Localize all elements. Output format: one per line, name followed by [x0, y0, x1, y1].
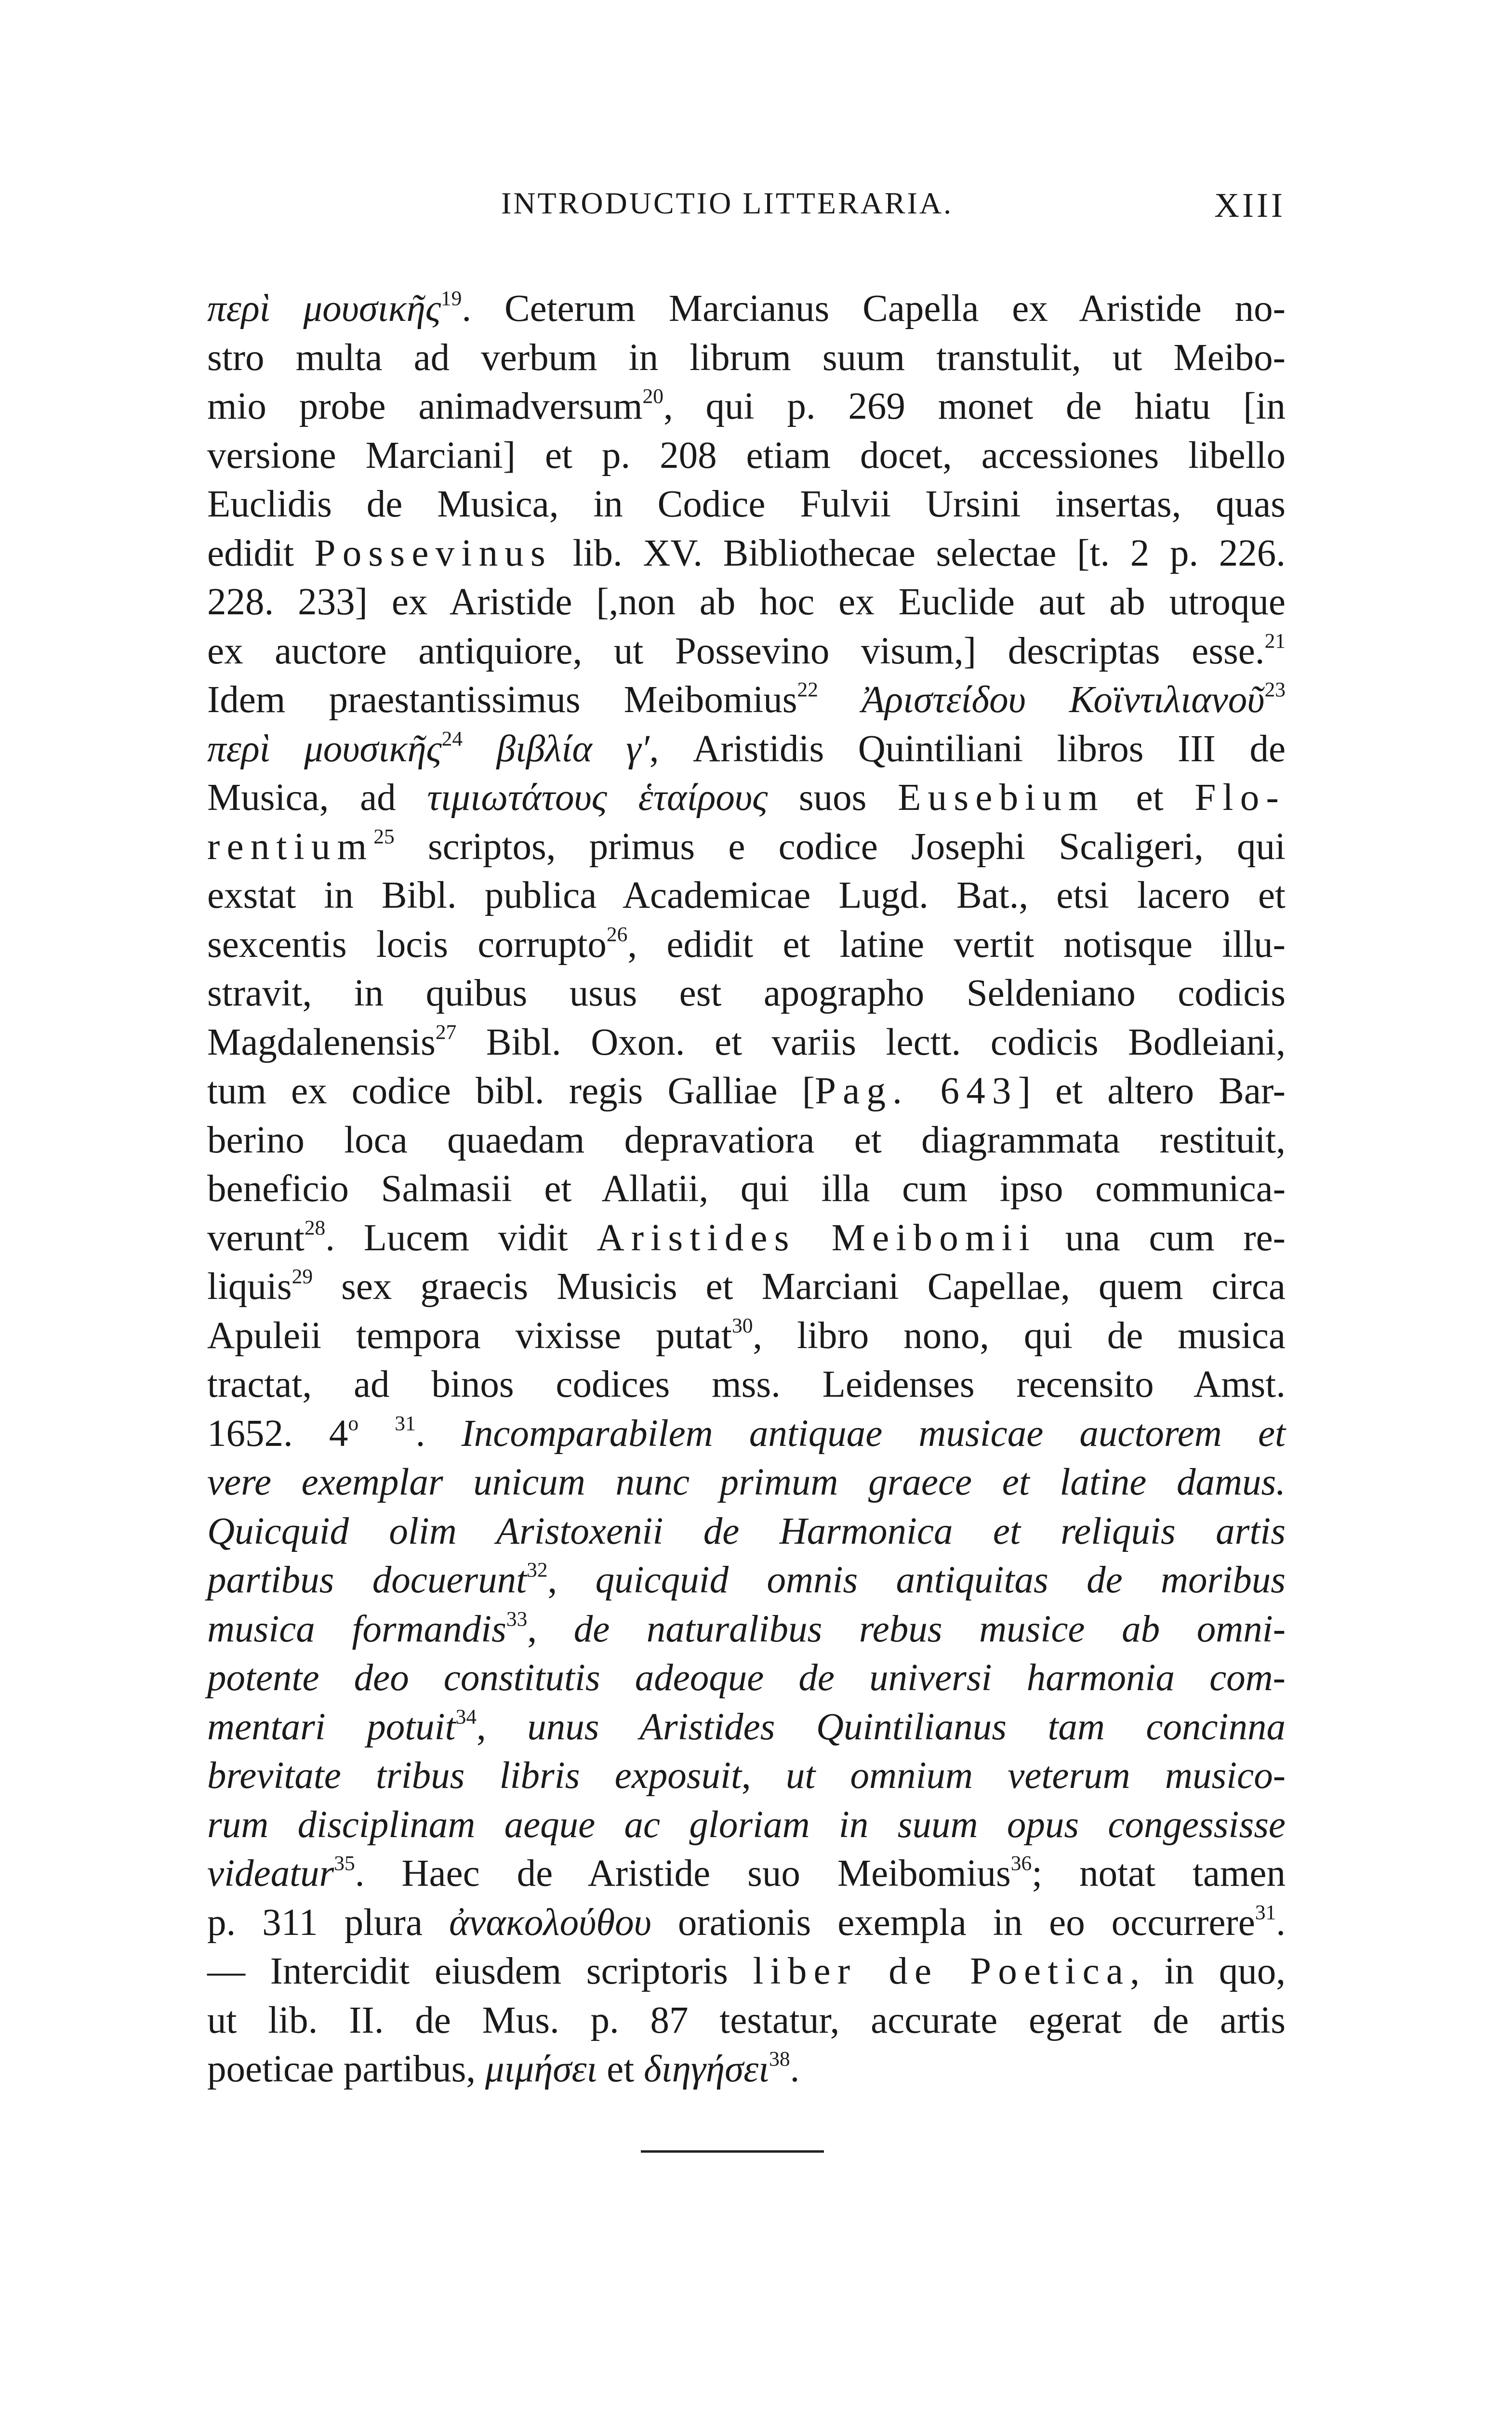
greek-text: περὶ μουσικῆς — [207, 728, 442, 770]
text-segment: . — [790, 2048, 800, 2090]
text-segment: lib. XV. Bibliothecae selectae [t. 2 p. 226. — [552, 532, 1286, 574]
text-segment: , qui p. 269 monet de hiatu [in — [663, 385, 1286, 427]
text-segment: — Intercidit eiusdem scriptoris — [207, 1950, 753, 1992]
text-line — [207, 1018, 1286, 1067]
text-segment: ; notat tamen — [1032, 1853, 1286, 1894]
text-line — [207, 578, 1286, 627]
text-segment: Quicquid olim Aristoxenii de Harmonica et reliquis artis — [207, 1510, 1286, 1552]
footnote-marker: 32 — [527, 1558, 548, 1582]
text-line — [207, 1214, 1286, 1263]
text-line — [207, 871, 1286, 920]
text-segment: suos — [768, 777, 898, 819]
text-segment: de naturalibus rebus musice ab omni- — [573, 1608, 1286, 1650]
text-line — [207, 1165, 1286, 1214]
text-segment: p. 311 plura — [207, 1901, 449, 1944]
text-segment: . Lucem vidit — [325, 1217, 597, 1259]
text-line — [207, 920, 1286, 969]
text-segment: , libro nono, qui de musica — [753, 1314, 1286, 1357]
text-line — [207, 1751, 1286, 1800]
text-segment: ex auctore antiquiore, ut Possevino visum,] descriptas esse. — [207, 630, 1265, 672]
text-segment: , — [547, 1559, 596, 1601]
text-line — [207, 1996, 1286, 2045]
text-segment: potente deo constitutis adeoque de universi harmonia com- — [207, 1657, 1286, 1699]
text-segment: videatur — [207, 1853, 334, 1894]
footnote-marker: 27 — [435, 1020, 457, 1044]
text-segment: edidit — [207, 532, 315, 574]
text-segment: ut lib. II. de Mus. p. 87 testatur, accurate egerat de artis — [207, 1999, 1286, 2041]
text-segment: , — [741, 1755, 786, 1797]
footnote-separator-rule — [641, 2150, 824, 2153]
text-segment: beneficio Salmasii et Allatii, qui illa cum ipso communica- — [207, 1168, 1286, 1210]
text-segment: exstat in Bibl. publica Academicae Lugd. Bat., etsi lacero et — [207, 874, 1286, 916]
text-segment: , Aristidis Quintiliani libros III de — [649, 728, 1286, 770]
text-segment: rum disciplinam aeque ac gloriam in suum opus congessisse — [207, 1803, 1286, 1846]
text-line — [207, 431, 1286, 480]
text-segment: ] et altero Bar- — [1018, 1070, 1286, 1112]
text-line — [207, 1800, 1286, 1850]
text-segment: Bibl. Oxon. et variis lectt. codicis Bodleiani, — [456, 1021, 1286, 1063]
text-line — [207, 1605, 1286, 1654]
text-segment: mio probe animadversum — [207, 385, 643, 427]
footnote-marker: 20 — [642, 384, 663, 408]
text-line — [207, 1262, 1286, 1311]
text-line — [207, 284, 1286, 333]
text-segment: liquis — [207, 1266, 292, 1308]
text-segment: unus Aristides Quintilianus tam concinna — [527, 1706, 1286, 1748]
text-segment: partibus docuerunt — [207, 1559, 527, 1601]
greek-text: βιβλία γ′ — [496, 728, 650, 770]
text-line — [207, 1458, 1286, 1507]
text-line — [207, 2045, 1286, 2094]
text-segment: . Ceterum Marcianus Capella ex Aristide no- — [462, 288, 1286, 330]
footnote-marker: 34 — [455, 1705, 477, 1728]
text-segment: una cum re- — [1036, 1217, 1286, 1259]
footnote-marker: 25 — [373, 824, 395, 848]
text-segment: , — [527, 1608, 574, 1650]
text-segment: musica formandis — [207, 1608, 506, 1650]
footnote-marker: 21 — [1264, 629, 1286, 652]
text-segment: et — [597, 2048, 644, 2090]
text-segment: . — [415, 1412, 462, 1455]
text-segment: Musica, ad — [207, 777, 427, 819]
footnote-marker: 26 — [606, 922, 628, 946]
text-segment: Euclidis de Musica, in Codice Fulvii Ursini insertas, quas — [207, 483, 1286, 525]
text-segment: Idem praestantissimus Meibomius — [207, 679, 797, 721]
page-number: XIII — [1214, 186, 1286, 225]
text-segment: et — [1104, 777, 1195, 819]
text-segment: liber de Poetica — [753, 1950, 1130, 1992]
text-segment: tum ex codice bibl. regis Galliae [ — [207, 1070, 815, 1112]
footnote-marker: 24 — [441, 727, 463, 750]
text-line — [207, 333, 1286, 383]
text-segment — [358, 1413, 395, 1455]
footnote-marker: 19 — [440, 287, 462, 310]
text-line — [207, 1311, 1286, 1361]
text-line — [207, 725, 1286, 774]
text-segment: . Haec de Aristide suo Meibomius — [355, 1853, 1011, 1894]
text-segment: versione Marciani] et p. 208 etiam docet, accessiones libello — [207, 434, 1286, 477]
text-segment: verunt — [207, 1217, 305, 1259]
text-segment: , in quo, — [1130, 1950, 1286, 1992]
text-segment: stravit, in quibus usus est apographo Seldeniano codicis — [207, 972, 1286, 1014]
footnote-marker: 28 — [304, 1216, 326, 1239]
footnote-marker: 31 — [1255, 1900, 1276, 1924]
text-line — [207, 773, 1286, 822]
text-segment: Magdalenensis — [207, 1021, 436, 1063]
text-line — [207, 1898, 1286, 1947]
footnote-marker: 23 — [1264, 678, 1286, 702]
running-head — [207, 185, 1286, 238]
text-segment: poeticae partibus, — [207, 2048, 485, 2090]
text-segment: vere exemplar unicum nunc primum graece et latine damus. — [207, 1461, 1286, 1503]
text-segment: tractat, ad binos codices mss. Leidenses recensito Amst. — [207, 1363, 1286, 1405]
text-segment: mentari potuit — [207, 1706, 456, 1748]
footnote-marker: 30 — [731, 1313, 753, 1337]
text-line — [207, 382, 1286, 431]
greek-text: τιμιωτάτους ἑταίρους — [427, 777, 768, 819]
text-segment: Possevinus — [314, 532, 552, 574]
text-line — [207, 1067, 1286, 1116]
text-line — [207, 969, 1286, 1018]
text-segment: brevitate tribus libris exposuit — [207, 1755, 742, 1797]
text-line — [207, 675, 1286, 725]
footnote-marker: 35 — [334, 1852, 355, 1875]
text-line — [207, 1409, 1286, 1458]
text-line — [207, 480, 1286, 529]
text-segment: 228. 233] ex Aristide [,non ab hoc ex Euclide aut ab utroque — [207, 581, 1286, 623]
text-line — [207, 1947, 1286, 1996]
text-line — [207, 1116, 1286, 1165]
text-line — [207, 1654, 1286, 1703]
footnote-marker: 29 — [292, 1265, 313, 1288]
greek-text: ἀνακολούθου — [449, 1901, 651, 1944]
text-segment: stro multa ad verbum in librum suum transtulit, ut Meibo- — [207, 336, 1286, 379]
footnote-marker: o — [348, 1411, 359, 1435]
text-segment: , — [477, 1706, 528, 1748]
footnote-marker: 33 — [506, 1607, 528, 1630]
text-segment: Apuleii tempora vixisse putat — [207, 1314, 732, 1357]
text-segment: Incomparabilem antiquae musicae auctorem et — [461, 1412, 1286, 1455]
footnote-marker: 38 — [769, 2047, 790, 2071]
text-segment: berino loca quaedam depravatiora et diagrammata restituit, — [207, 1119, 1286, 1161]
greek-text: περὶ μουσικῆς — [207, 288, 441, 330]
text-segment: rentium — [207, 825, 374, 868]
footnote-marker: 31 — [395, 1411, 416, 1435]
greek-text: μιμήσει — [485, 2048, 597, 2090]
text-segment: orationis exempla in eo occurrere — [651, 1901, 1255, 1944]
greek-text: διηγήσει — [643, 2048, 769, 2090]
running-head-title: INTRODUCTIO LITTERARIA. — [501, 186, 954, 220]
text-line — [207, 1507, 1286, 1556]
text-segment — [463, 728, 497, 770]
text-line — [207, 822, 1286, 872]
footnote-marker: 36 — [1010, 1852, 1032, 1875]
text-segment: Aristides Meibomii — [597, 1217, 1036, 1259]
body-text — [207, 284, 1286, 2094]
text-line — [207, 1360, 1286, 1409]
text-segment: Pag. 643 — [815, 1070, 1018, 1112]
text-segment: Eusebium — [898, 777, 1105, 819]
text-segment: Flo- — [1194, 777, 1286, 819]
text-line — [207, 627, 1286, 676]
text-segment: sex graecis Musicis et Marciani Capellae, quem circa — [313, 1266, 1286, 1308]
text-segment: ut omnium veterum musico- — [785, 1755, 1286, 1797]
text-segment — [818, 679, 862, 721]
text-segment: . — [1276, 1901, 1286, 1944]
greek-text: Ἀριστείδου Κοϊντιλιανοῦ — [862, 679, 1265, 721]
text-segment: , edidit et latine vertit notisque illu- — [627, 923, 1286, 966]
text-segment: quicquid omnis antiquitas de moribus — [595, 1559, 1286, 1601]
text-segment: scriptos, primus e codice Josephi Scaligeri, qui — [394, 825, 1286, 868]
text-segment: sexcentis locis corrupto — [207, 923, 607, 966]
footnote-marker: 22 — [797, 678, 818, 702]
text-segment: 1652. 4 — [207, 1412, 348, 1455]
text-line — [207, 1849, 1286, 1898]
text-line — [207, 1703, 1286, 1752]
text-line — [207, 529, 1286, 578]
text-line — [207, 1556, 1286, 1605]
